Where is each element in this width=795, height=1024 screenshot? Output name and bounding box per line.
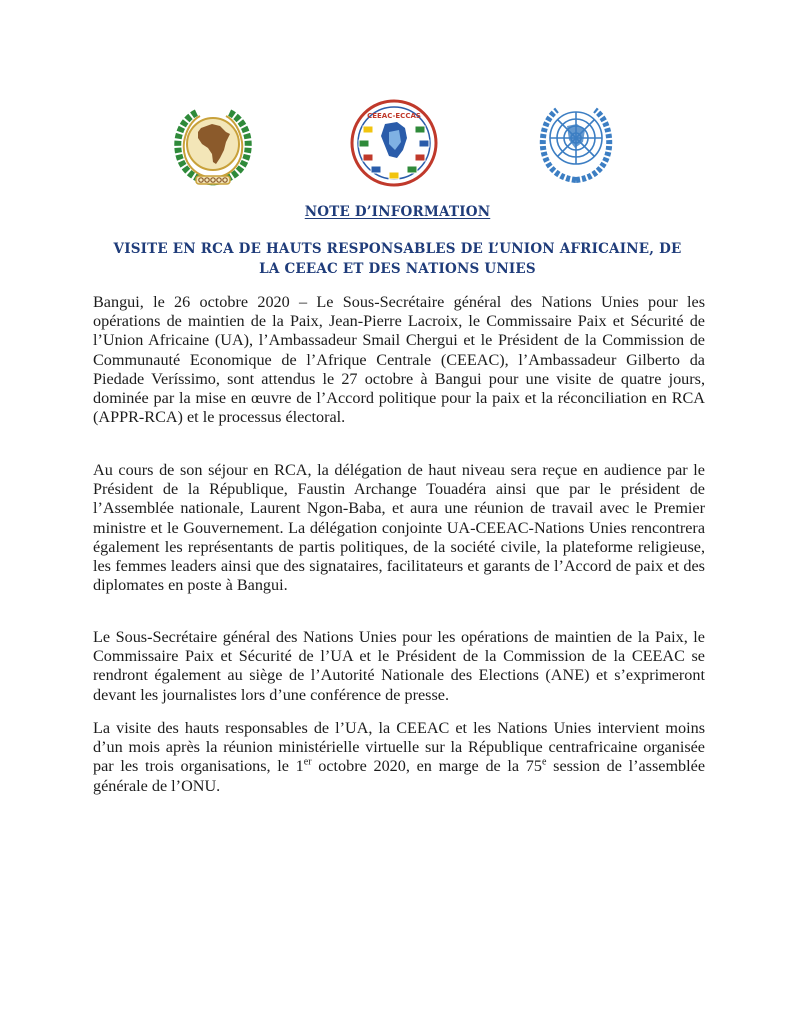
paragraph-context-part-b: octobre 2020, en marge de la 75 xyxy=(311,757,542,776)
ceeac-emblem-text: CEEAC-ECCAS xyxy=(367,112,421,120)
paragraph-intro: Bangui, le 26 octobre 2020 – Le Sous-Secrétaire général des Nations Unies pour les opérations de maintien de la Paix, Jean-Pierre Lacroix, le Commissaire Paix et Sécurité de l’Union Africaine (UA), l’Ambassadeur Smail Chergui et le Président de la Commission de Communauté Economique de l’Afrique Centrale (CEEAC), l’Ambassadeur Gilberto da Piedade Veríssimo, sont attendus le 27 octobre à Bangui pour une visite de quatre jours, dominée par la mise en œuvre de l’Accord politique pour la paix et la réconciliation en RCA (APPR-RCA) et le processus électoral. xyxy=(93,293,705,427)
logo-row xyxy=(0,98,795,190)
paragraph-context-part-a: La visite des hauts responsables de l’UA, la CEEAC et les Nations Unies intervient moins d’un mois après la réunion ministérielle virtuelle sur la République centrafricaine organisée par les trois organisations, le 1 xyxy=(93,719,705,776)
paragraph-delegation-visit: Au cours de son séjour en RCA, la délégation de haut niveau sera reçue en audience par le Président de la République, Faustin Archange Touadéra ainsi que par le président de l’Assemblée nationale, Laurent Ngon-Baba, et aura une réunion de travail avec le Premier ministre et le Gouvernement. La délégation conjointe UA-CEEAC-Nations Unies rencontrera également les représentants de partis politiques, de la société civile, la plateforme religieuse, les femmes leaders ainsi que des signataires, facilitateurs et garants de l’Accord de paix et des diplomates en poste à Bangui. xyxy=(93,461,705,595)
note-title: NOTE D’INFORMATION xyxy=(304,204,491,220)
superscript-e: e xyxy=(542,757,547,769)
paragraph-context xyxy=(93,719,705,796)
paragraph-ane-press: Le Sous-Secrétaire général des Nations Unies pour les opérations de maintien de la Paix, le Commissaire Paix et Sécurité de l’UA et le Président de la Commission de la CEEAC se rendront également au siège de l’Autorité Nationale des Elections (ANE) et s’exprimeront devant les journalistes lors d’une conférence de presse. xyxy=(93,628,705,704)
document-title-line-1: VISITE EN RCA DE HAUTS RESPONSABLES DE L’UNION AFRICAINE, DE xyxy=(113,241,682,257)
superscript-er: er xyxy=(303,757,312,769)
united-nations-emblem-icon xyxy=(531,100,621,188)
paragraph-context-part-c: session de l’assemblée générale de l’ONU. xyxy=(93,757,706,795)
document-title-line-2: LA CEEAC ET DES NATIONS UNIES xyxy=(259,261,536,277)
document-title xyxy=(0,239,795,279)
ceeac-eccas-emblem-icon xyxy=(349,98,439,190)
african-union-emblem-icon xyxy=(168,104,258,190)
